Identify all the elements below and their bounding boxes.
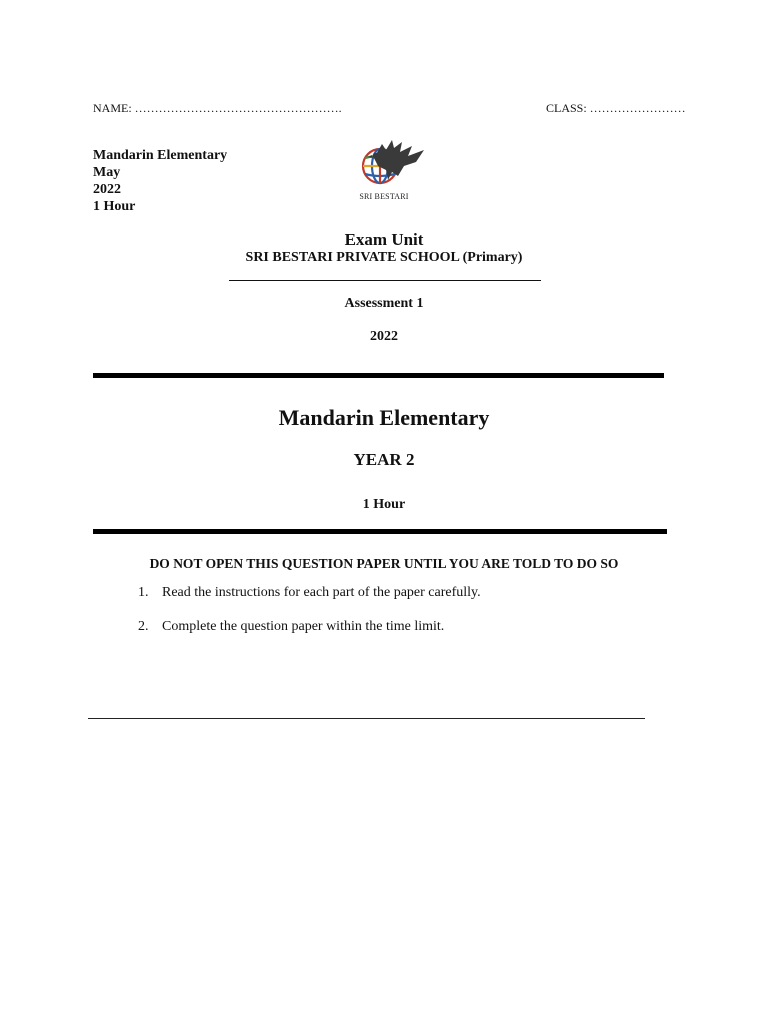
exam-meta xyxy=(93,147,227,215)
eagle-globe-icon xyxy=(352,136,432,196)
divider xyxy=(229,280,541,281)
list-item-number: 1. xyxy=(138,585,149,600)
list-item-text: Read the instructions for each part of the paper carefully. xyxy=(162,585,481,600)
logo-caption: SRI BESTARI xyxy=(359,192,409,201)
list-item xyxy=(138,619,481,653)
list-item-text: Complete the question paper within the time limit. xyxy=(162,619,445,634)
meta-duration: 1 Hour xyxy=(93,199,136,214)
thick-divider-bottom xyxy=(93,529,667,534)
assessment-year: 2022 xyxy=(370,329,398,344)
warning-notice: DO NOT OPEN THIS QUESTION PAPER UNTIL YOU ARE TOLD TO DO SO xyxy=(149,556,619,571)
exam-unit-heading: Exam Unit xyxy=(344,230,424,249)
thick-divider-top xyxy=(93,373,664,378)
bottom-divider xyxy=(88,718,645,719)
meta-subject: Mandarin Elementary xyxy=(93,148,228,163)
instruction-list xyxy=(138,585,481,653)
list-item xyxy=(138,585,481,619)
meta-month: May xyxy=(93,165,121,180)
assessment-label: Assessment 1 xyxy=(344,296,424,311)
name-field-line: NAME: ……………………………………………. xyxy=(93,101,342,115)
school-name: SRI BESTARI PRIVATE SCHOOL (Primary) xyxy=(245,250,523,265)
subject-title: Mandarin Elementary xyxy=(278,405,490,430)
meta-year: 2022 xyxy=(93,182,121,197)
year-level: YEAR 2 xyxy=(353,450,415,469)
exam-duration: 1 Hour xyxy=(362,497,406,512)
class-field-line: CLASS: …………………… xyxy=(546,101,686,115)
list-item-number: 2. xyxy=(138,619,149,634)
